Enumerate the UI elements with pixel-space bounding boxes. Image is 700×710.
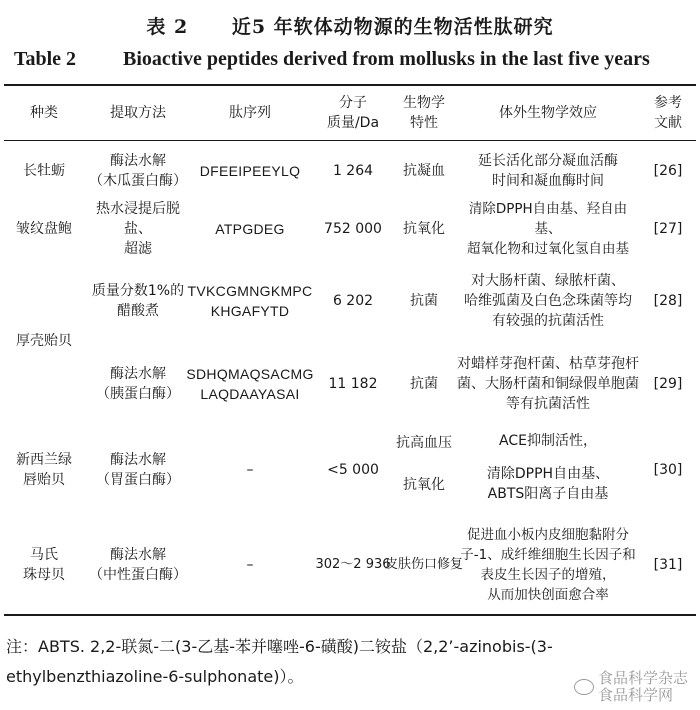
row5-mass [312,424,394,516]
row5-ref [640,424,696,516]
row6-species [4,516,84,614]
table-cell: [27] [653,221,683,237]
watermark [574,670,688,704]
row3-method [84,258,192,344]
row6-sequence [188,516,312,614]
header-effect [456,86,640,140]
row6-ref [640,516,696,614]
row1-mass [312,142,394,200]
table-cell: 新西兰绿 唇贻贝 [16,452,72,488]
table-cell: 延长活化部分凝血活酶 时间和凝血酶时间 [478,153,618,189]
table-cell: 清除DPPH自由基、羟自由基、 超氧化物和过氧化氢自由基 [467,201,629,257]
row5-activity-2 [392,468,456,502]
table-cell: – [246,462,254,478]
row5-sequence [188,424,312,516]
table-title-cn-text: 近5 年软体动物源的生物活性肽研究 [231,16,554,38]
table-cell: [30] [653,462,683,478]
row1-sequence [188,142,312,200]
row2-effect [456,200,640,258]
row1-species [4,142,84,200]
header-method [84,86,192,140]
table-footnote: 注：ABTS. 2,2-联氮-二(3-乙基-苯并噻唑-6-磺酸)二铵盐（2,2’-azinobis-(3-ethylbenzthiazoline-6-sulphonate)）。 [6,637,553,686]
row6-activity [385,516,464,614]
header-activity-label: 生物学 特性 [403,95,445,131]
header-ref [640,86,696,140]
row2-species [4,200,84,258]
row5-effect-2 [456,456,640,512]
table-cell: ATPGDEG [215,221,285,237]
table-label-en: Table 2 [14,48,77,70]
wechat-icon [574,679,594,695]
header-sequence [188,86,312,140]
header-activity [392,86,456,140]
header-effect-label: 体外生物学效应 [499,105,597,121]
header-species-label: 种类 [30,105,58,121]
row4-activity [392,344,456,424]
table-cell: 皮肤伤口修复 [385,557,464,572]
table-cell: [29] [653,376,683,392]
table-cell: 抗氧化 [403,221,445,237]
row2-mass [312,200,394,258]
table-cell: 酶法水解 （胰蛋白酶） [96,366,180,402]
table-cell: [26] [653,163,683,179]
table-cell: 长牡蛎 [23,163,65,179]
table-cell: 抗凝血 [403,163,445,179]
header-method-label: 提取方法 [110,105,166,121]
row5-activity-1 [392,426,456,460]
header-species [4,86,84,140]
table-cell: 热水浸提后脱盐、 超滤 [96,201,180,257]
row1-effect [456,142,640,200]
row4-method [84,344,192,424]
row6-method [84,516,192,614]
row3-ref [640,258,696,344]
table-cell: 抗高血压 [396,435,452,451]
table-cell: 促进血小板内皮细胞黏附分 子-1、成纤维细胞生长因子和 表皮生长因子的增殖， 从而加快创面愈合率 [460,527,636,603]
table-cell: 厚壳贻贝 [16,333,72,349]
header-rule [4,140,696,141]
row6-effect [456,516,640,614]
row2-method [84,200,192,258]
row3-sequence [188,258,312,344]
table-cell: 皱纹盘鲍 [16,221,72,237]
table-title-en-text: Bioactive peptides derived from mollusks in the last five years [123,48,650,70]
row1-activity [392,142,456,200]
table-label-cn: 表 2 [146,16,189,38]
table-cell: DFEEIPEEYLQ [199,163,301,179]
table-cell: 质量分数1%的 醋酸煮 [91,283,185,319]
header-mass [312,86,394,140]
table-cell: 酶法水解 （中性蛋白酶） [89,547,187,583]
table-cell: 11 182 [328,376,378,392]
table-title-cn [0,12,700,39]
table-cell: 对蜡样芽孢杆菌、枯草芽孢杆 菌、大肠杆菌和铜绿假单胞菌 等有抗菌活性 [457,356,639,412]
table-cell: 1 264 [332,163,374,179]
table-cell: [31] [653,557,683,573]
table-cell: 马氏 珠母贝 [23,547,65,583]
row1-ref [640,142,696,200]
table-cell: SDHQMAQSACMG LAQDAAYASAI [186,366,314,402]
table-cell: 752 000 [324,221,382,237]
row4-ref [640,344,696,424]
row4-sequence [188,344,312,424]
row6-mass [312,516,394,614]
table-cell: 6 202 [332,293,374,309]
row3-activity [392,258,456,344]
table-cell: <5 000 [327,462,379,478]
row2-activity [392,200,456,258]
row4-mass [312,344,394,424]
table-cell: 清除DPPH自由基、 ABTS阳离子自由基 [486,466,610,502]
row2-ref [640,200,696,258]
header-ref-label: 参考 文献 [654,95,682,131]
row5-effect-1 [456,426,640,456]
watermark-text: 食品科学杂志 食品科学网 [597,669,688,704]
row4-effect [456,344,640,424]
table-cell: 酶法水解 （木瓜蛋白酶） [89,153,187,189]
bottom-rule [4,614,696,616]
table-cell: 抗氧化 [403,477,445,493]
table-cell: 抗菌 [410,293,438,309]
table-cell: 对大肠杆菌、绿脓杆菌、 哈维弧菌及白色念珠菌等均 有较强的抗菌活性 [464,273,632,329]
table-cell: 酶法水解 （胃蛋白酶） [96,452,180,488]
row5-species [4,424,84,516]
table-cell: – [246,557,254,573]
table-cell: [28] [653,293,683,309]
table-cell: 抗菌 [410,376,438,392]
header-sequence-label: 肽序列 [229,105,271,121]
row5-method [84,424,192,516]
row2-sequence [188,200,312,258]
row1-method [84,142,192,200]
row3-species [4,258,84,424]
row3-effect [456,258,640,344]
header-mass-label: 分子 质量/Da [326,95,380,131]
table-cell: ACE抑制活性， [499,433,597,449]
table-cell: TVKCGMNGKMPC KHGAFYTD [187,283,313,319]
table-cell: 302～2 936 [315,557,391,572]
table-title-en [14,48,700,71]
row3-mass [312,258,394,344]
